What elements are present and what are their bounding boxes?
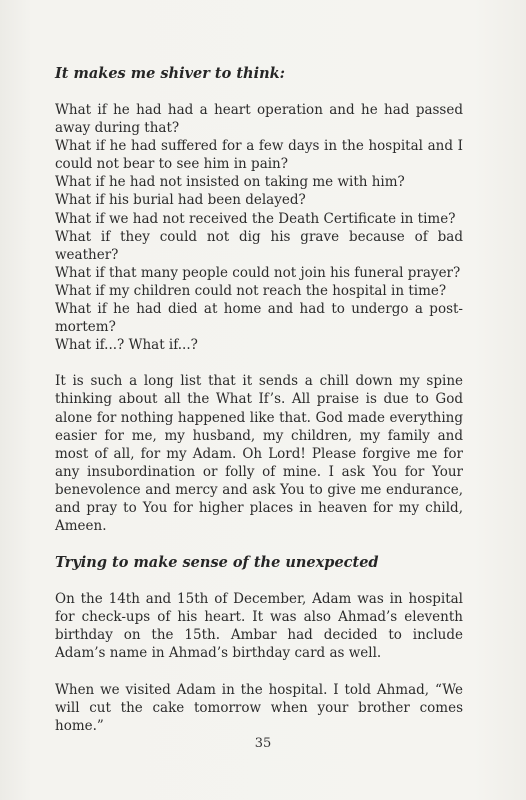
body-paragraph-praise: It is such a long list that it sends a chill down my spine thinking about all the What If’s. All praise is due to God alone for nothing happened like that. God made everything easier for me, my husband, my children, my family and most of all, for my Adam. Oh Lord! Please forgive me for any insubordination or folly of mine. I ask You for Your benevolence and mercy and ask You to give me endurance, and pray to You for higher places in heaven for my child, Ameen.	[55, 373, 463, 535]
what-if-line: What if his burial had been delayed?	[55, 192, 306, 209]
section-heading-shiver: It makes me shiver to think:	[55, 65, 286, 82]
section-heading-unexpected: Trying to make sense of the unexpected	[55, 554, 379, 572]
what-if-list	[55, 101, 463, 354]
body-paragraph-visit: When we visited Adam in the hospital. I told Ahmad, “We will cut the cake tomorrow when your brother comes home.”	[55, 681, 463, 734]
what-if-line: What if he had had a heart operation and he had passed away during that?	[55, 102, 463, 137]
what-if-line: What if they could not dig his grave because of bad weather?	[55, 228, 463, 263]
what-if-line: What if that many people could not join his funeral prayer?	[55, 264, 461, 281]
what-if-line: What if...? What if...?	[55, 337, 198, 354]
what-if-line: What if he had not insisted on taking me with him?	[55, 174, 405, 191]
page-content	[55, 64, 463, 735]
body-paragraph-hospital: On the 14th and 15th of December, Adam was in hospital for check-ups of his heart. It was also Ahmad’s eleventh birthday on the 15th. Ambar had decided to include Adam’s name in Ahmad’s birthday card as well.	[55, 591, 463, 662]
what-if-line: What if my children could not reach the hospital in time?	[55, 282, 447, 299]
page-number: 35	[254, 736, 272, 751]
what-if-line: What if he had died at home and had to undergo a post-mortem?	[55, 301, 463, 336]
what-if-line: What if we had not received the Death Certificate in time?	[55, 210, 456, 227]
what-if-line: What if he had suffered for a few days in the hospital and I could not bear to see him in pain?	[55, 138, 463, 173]
